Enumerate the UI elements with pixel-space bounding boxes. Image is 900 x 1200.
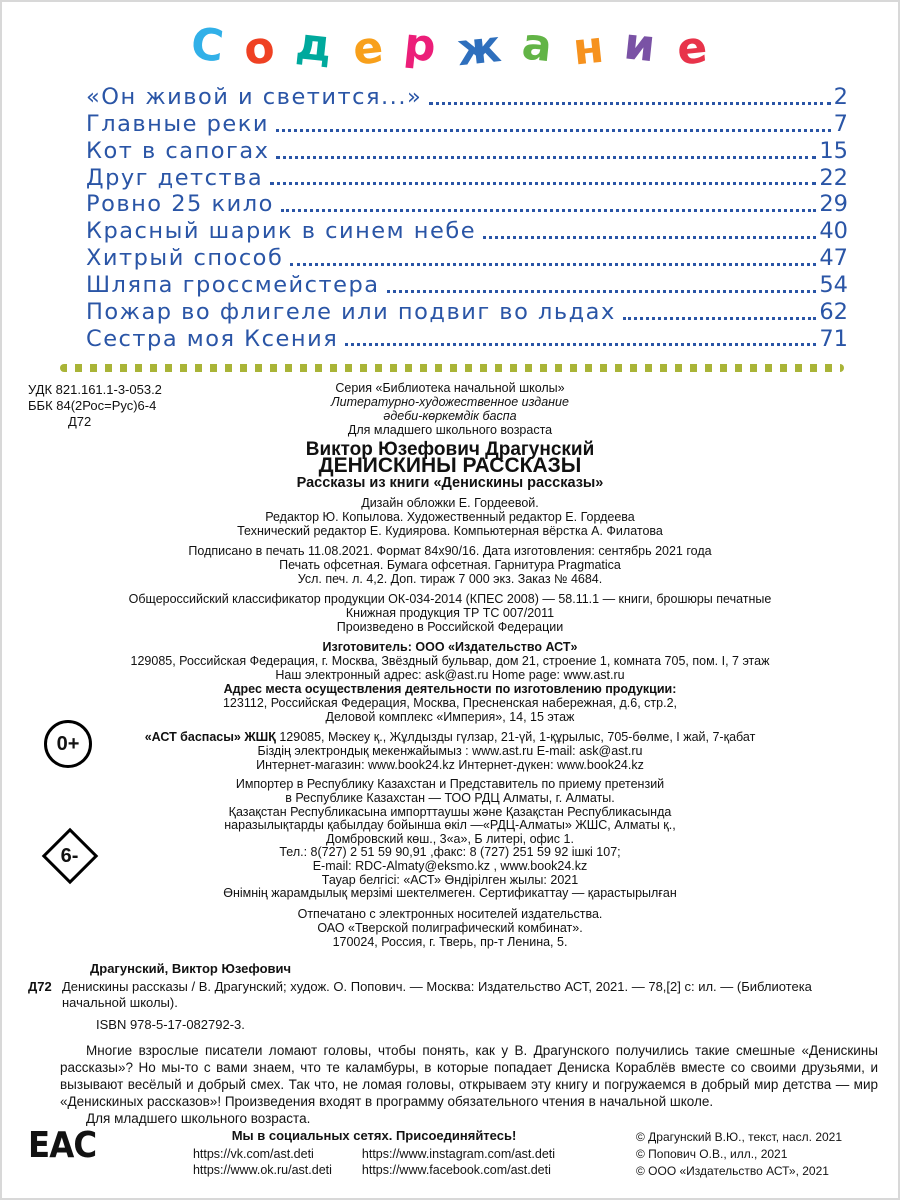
catalog-card-author: Драгунский, Виктор Юзефович (90, 960, 292, 976)
toc-entry-title: Шляпа гроссмейстера (86, 271, 380, 298)
social-link: https://vk.com/ast.deti (192, 1147, 314, 1161)
copyright-line: © Драгунский В.Ю., текст, насл. 2021 (636, 1130, 843, 1144)
toc-dotted-leader (623, 317, 817, 320)
kazakh-contact-line: Біздің электрондық мекенжайымыз : www.ast.ru E-mail: ask@ast.ru (257, 744, 643, 759)
toc-entry (86, 86, 848, 110)
eac-logo: ЕАС (28, 1125, 97, 1166)
toc-entry (86, 220, 848, 244)
toc-entry (86, 325, 848, 352)
toc-entry-page: 71 (819, 325, 848, 352)
credit-line: Технический редактор Е. Кудиярова. Компьютерная вёрстка А. Филатова (237, 524, 663, 539)
title-letter: С (188, 18, 229, 73)
credit-line: Дизайн обложки Е. Гордеевой. (361, 496, 539, 511)
toc-entry (86, 193, 848, 217)
title-letter: о (241, 21, 281, 76)
activity-address-line: 123112, Российская Федерация, Москва, Пресненская набережная, д.6, стр.2, (222, 696, 678, 711)
toc-entry (86, 137, 848, 164)
audience-line: Для младшего школьного возраста (347, 423, 553, 438)
toc-entry-title: Друг детства (86, 164, 264, 191)
toc-entry-page: 47 (819, 245, 848, 272)
title-letter: ж (454, 20, 507, 77)
toc-dotted-leader (276, 129, 831, 132)
importer-line: Қазақстан Республикасына импорттаушы және Қазақстан Республикасында (228, 804, 672, 819)
kazakh-publisher-line (2, 730, 898, 744)
importer-block (2, 778, 898, 900)
toc-entry (86, 110, 848, 137)
age-rating-0plus-badge (44, 720, 92, 768)
catalog-card-body (28, 978, 876, 1011)
toc-entry-page: 29 (819, 191, 848, 218)
annotation (60, 1042, 878, 1127)
copyright-block (636, 1128, 884, 1180)
social-link: https://www.instagram.com/ast.deti (361, 1147, 556, 1161)
title-letter: р (401, 18, 442, 73)
manufacturer-line: 129085, Российская Федерация, г. Москва, Звёздный бульвар, дом 21, строение 1, комната 705, пом. I, 7 этаж (130, 654, 770, 669)
kazakh-publisher-address: 129085, Мәскеу қ., Жұлдызды гүлзар, 21-үй, 1-құрылыс, 705-бөлме, I жай, 7-қабат (275, 730, 756, 745)
title-letter: д (293, 18, 338, 73)
toc-entry (86, 298, 848, 325)
udk-line: ББК 84(2Рос=Рус)6-4 (28, 398, 157, 414)
title-letter: и (622, 18, 662, 73)
title-letter: н (570, 21, 609, 76)
printing-house-block (2, 907, 898, 949)
social-links (112, 1147, 636, 1177)
activity-address-title: Адрес места осуществления деятельности по изготовлению продукции: (223, 682, 677, 697)
page-title (2, 18, 898, 78)
age-rating-6minus-label: 6- (61, 844, 79, 867)
toc-entry-page: 62 (819, 298, 848, 325)
toc-dotted-leader (276, 156, 816, 159)
title-letter: а (519, 18, 558, 73)
printing-house-line: 170024, Россия, г. Тверь, пр-т Ленина, 5. (332, 934, 568, 949)
toc-dotted-leader (290, 263, 816, 266)
print-info-line: Усл. печ. л. 4,2. Доп. тираж 7 000 экз. Заказ № 4684. (297, 572, 603, 587)
imprint-section (2, 381, 898, 948)
book-title: ДЕНИСКИНЫ РАССКАЗЫ (318, 454, 582, 478)
annotation-audience: Для младшего школьного возраста. (86, 1110, 311, 1126)
toc-entry-title: Хитрый способ (86, 245, 284, 272)
importer-line: наразылықтарды қабылдау бойынша өкіл —«РДЦ-Алматы» ЖШС, Алматы қ., (224, 818, 676, 833)
toc-entry-page: 54 (819, 271, 848, 298)
importer-line: Импортер в Республику Казахстан и Представитель по приему претензий (235, 777, 665, 792)
dotted-separator (60, 364, 844, 372)
toc-entry-title: Ровно 25 кило (86, 191, 274, 218)
catalog-card-description: Денискины рассказы / В. Драгунский; худож. О. Попович. — Москва: Издательство АСТ, 2021. — 78,[2] с: ил. — (Библиотека начальной школы). (62, 978, 812, 1010)
copyright-line: © Попович О.В., илл., 2021 (636, 1147, 788, 1161)
edition-line: Литературно-художественное издание (331, 395, 569, 410)
toc-dotted-leader (345, 343, 816, 346)
social-link: https://www.facebook.com/ast.deti (361, 1163, 551, 1177)
toc-entry (86, 271, 848, 298)
toc-entry-title: Сестра моя Ксения (86, 325, 339, 352)
importer-line: Өнімнің жарамдылық мерзімі шектелмеген. Сертификаттау — қарастырылған (223, 886, 677, 901)
udk-classification (28, 382, 162, 430)
edition-line: әдеби-көркемдік баспа (383, 409, 517, 424)
toc-dotted-leader (483, 236, 816, 239)
page-footer (28, 1125, 884, 1180)
manufacturer-block (2, 654, 898, 682)
toc-entry-title: Главные реки (86, 110, 269, 137)
credit-line: Редактор Ю. Копылова. Художественный редактор Е. Гордеева (265, 510, 635, 525)
toc-dotted-leader (429, 102, 830, 105)
toc-dotted-leader (281, 209, 816, 212)
activity-address-block (2, 696, 898, 724)
importer-line: Домбровский көш., 3«а», Б литері, офис 1. (326, 831, 574, 846)
kazakh-contact-line: Интернет-магазин: www.book24.kz Интернет-дүкен: www.book24.kz (256, 758, 644, 773)
print-info-line: Печать офсетная. Бумага офсетная. Гарнитура Pragmatica (279, 558, 621, 573)
classifier-block (2, 592, 898, 634)
printing-house-line: ОАО «Тверской полиграфический комбинат». (317, 920, 583, 935)
annotation-paragraph: Многие взрослые писатели ломают головы, чтобы понять, как у В. Драгунского получились такие смешные «Денискины рассказы»? Но мы-то с вами знаем, что те каламбуры, в которые попадает Дениска Кораблёв вместе со своими друзьями, и вызывают весёлый и добрый смех. Так что, не ломая головы, открываем эту книгу и погружаемся в добрый мир детства — мир «Денискиных рассказов»! Произведения входят в программу обязательного чтения в начальной школе. (60, 1042, 878, 1109)
toc-entry-title: «Он живой и светится...» (86, 84, 423, 110)
print-info-block (2, 544, 898, 586)
toc-dotted-leader (387, 290, 817, 293)
credits-block (2, 496, 898, 538)
copyright-line: © ООО «Издательство АСТ», 2021 (636, 1164, 829, 1178)
toc-entry (86, 247, 848, 271)
toc-entry-title: Кот в сапогах (86, 137, 270, 164)
importer-line: в Республике Казахстан — ТОО РДЦ Алматы, г. Алматы. (285, 791, 615, 806)
importer-line: Тауар белгісі: «АСТ» Өндірілген жылы: 2021 (321, 872, 579, 887)
social-block (112, 1128, 636, 1177)
activity-address-line: Деловой комплекс «Империя», 14, 15 этаж (325, 710, 575, 725)
importer-line: E-mail: RDC-Almaty@eksmo.kz , www.book24.kz (312, 859, 588, 873)
catalog-card-code: Д72 (28, 978, 52, 994)
manufacturer-title: Изготовитель: ООО «Издательство АСТ» (322, 640, 578, 655)
catalog-card (28, 960, 876, 1033)
toc-entry-title: Пожар во флигеле или подвиг во льдах (86, 298, 616, 325)
kazakh-publisher-name: «АСТ баспасы» ЖШҚ (144, 730, 276, 745)
isbn-line: ISBN 978-5-17-082792-3. (96, 1016, 245, 1032)
age-rating-0plus-label: 0+ (56, 732, 80, 755)
title-letter: е (674, 21, 713, 76)
table-of-contents (86, 86, 848, 351)
kazakh-contact-block (2, 744, 898, 772)
classifier-line: Книжная продукция ТР ТС 007/2011 (345, 606, 555, 621)
series-line: Серия «Библиотека начальной школы» (335, 381, 565, 396)
book-subtitle: Рассказы из книги «Денискины рассказы» (296, 475, 604, 492)
importer-line: Тел.: 8(727) 2 51 59 90,91 ,факс: 8 (727) 251 59 92 ішкі 107; (279, 845, 621, 860)
print-info-line: Подписано в печать 11.08.2021. Формат 84x90/16. Дата изготовления: сентябрь 2021 года (188, 544, 712, 559)
social-title: Мы в социальных сетях. Присоединяйтесь! (231, 1128, 517, 1143)
toc-dotted-leader (270, 182, 816, 185)
toc-entry-page: 22 (819, 164, 848, 191)
toc-entry-page: 15 (819, 137, 848, 164)
manufacturer-line: Наш электронный адрес: ask@ast.ru Home page: www.ast.ru (275, 668, 625, 683)
printing-house-line: Отпечатано с электронных носителей издательства. (297, 906, 603, 921)
toc-entry-page: 2 (833, 84, 848, 110)
classifier-line: Общероссийский классификатор продукции ОК-034-2014 (КПЕС 2008) — 58.11.1 — книги, брошюры печатные (128, 592, 772, 607)
toc-entry-page: 40 (819, 218, 848, 245)
udk-line: Д72 (68, 414, 92, 430)
toc-entry (86, 164, 848, 191)
social-link: https://www.ok.ru/ast.deti (192, 1163, 332, 1177)
classifier-line: Произведено в Российской Федерации (336, 620, 564, 635)
udk-line: УДК 821.161.1-3-053.2 (28, 382, 162, 398)
toc-entry-title: Красный шарик в синем небе (86, 218, 477, 245)
book-author: Виктор Юзефович Драгунский (305, 439, 595, 461)
title-letter: е (350, 21, 389, 76)
toc-entry-page: 7 (833, 110, 848, 137)
